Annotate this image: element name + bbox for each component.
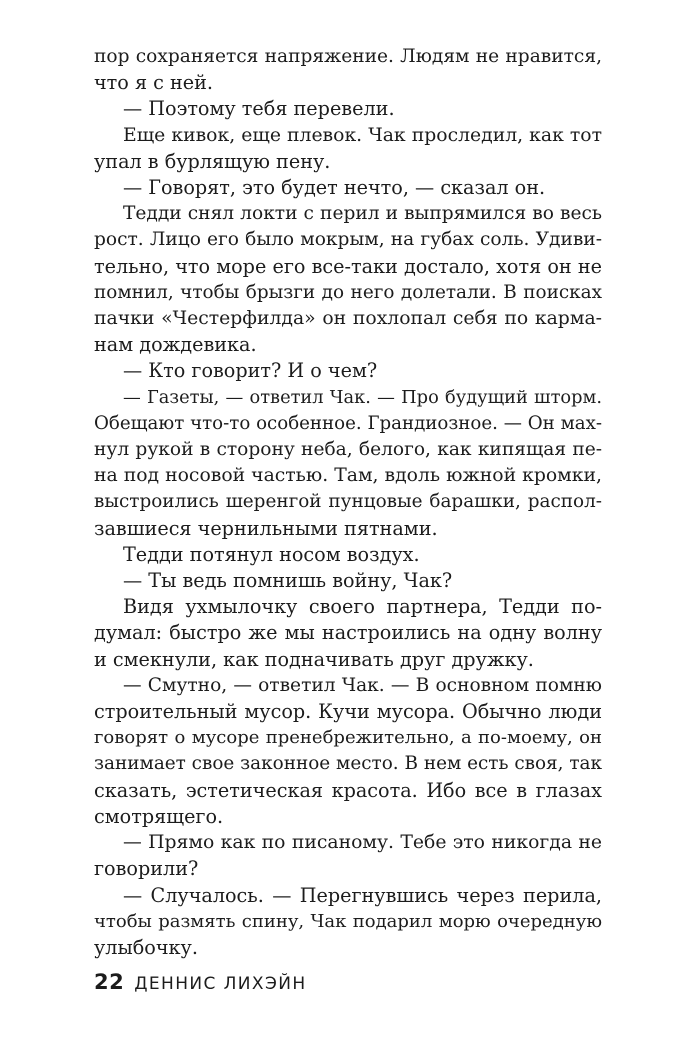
text-line: выстроились шеренгой пунцовые барашки, распол- — [94, 491, 602, 513]
text-line: — Ты ведь помнишь войну, Чак? — [123, 569, 453, 593]
text-line: Обещают что-то особенное. Грандиозное. — Он мах- — [94, 412, 602, 434]
text-line: нам дождевика. — [94, 333, 257, 357]
text-line: Видя ухмылочку своего партнера, Тедди по- — [123, 595, 602, 619]
text-line: пачки «Честерфилда» он похлопал себя по карма- — [94, 308, 602, 330]
text-line: смотрящего. — [94, 804, 224, 828]
text-line: — Газеты, — ответил Чак. — Про будущий шторм. — [123, 386, 602, 408]
page-footer — [94, 970, 307, 994]
text-line: строительный мусор. Кучи мусора. Обычно люди — [94, 700, 602, 724]
text-line: завшиеся чернильными пятнами. — [94, 516, 438, 540]
text-line: Тедди потянул носом воздух. — [123, 542, 420, 566]
text-line: что я с ней. — [94, 71, 214, 95]
text-line: и смекнули, как подначивать друг дружку. — [94, 647, 534, 671]
text-line: — Поэтому тебя перевели. — [123, 97, 395, 121]
body-text — [94, 44, 602, 961]
text-line: тельно, что море его все-таки достало, хотя он не — [94, 254, 602, 278]
text-line: — Говорят, это будет нечто, — сказал он. — [123, 176, 546, 200]
text-line: Еще кивок, еще плевок. Чак проследил, как тот — [123, 124, 602, 146]
text-line: — Кто говорит? И о чем? — [123, 359, 378, 383]
text-line: говорят о мусоре пренебрежительно, а по-моему, он — [94, 727, 602, 749]
text-line: рост. Лицо его было мокрым, на губах соль. Удиви- — [94, 229, 602, 251]
text-line: Тедди снял локти с перил и выпрямился во весь — [123, 203, 602, 225]
text-line: нул рукой в сторону неба, белого, как кипящая пе- — [94, 439, 602, 461]
text-line: — Прямо как по писаному. Тебе это никогда не — [123, 832, 602, 854]
text-line: — Случалось. — Перегнувшись через перила, — [123, 883, 602, 907]
text-line: — Смутно, — ответил Чак. — В основном помню — [123, 674, 602, 696]
text-line: улыбочку. — [94, 935, 198, 959]
text-line: думал: быстро же мы настроились на одну волну — [94, 621, 602, 645]
text-line: чтобы размять спину, Чак подарил морю очередную — [94, 910, 602, 932]
text-line: упал в бурлящую пену. — [94, 149, 331, 173]
text-line: занимает свое законное место. В нем есть своя, так — [94, 753, 602, 775]
text-line: говорили? — [94, 857, 199, 881]
text-line: помнил, чтобы брызги до него долетали. В поисках — [94, 281, 602, 303]
text-line: пор сохраняется напряжение. Людям не нравится, — [94, 46, 602, 67]
text-line: сказать, эстетическая красота. Ибо все в глазах — [94, 778, 602, 802]
running-header-author: ДЕННИС ЛИХЭЙН — [134, 974, 307, 994]
text-line: на под носовой частью. Там, вдоль южной кромки, — [94, 465, 602, 487]
page-number: 22 — [94, 970, 125, 994]
